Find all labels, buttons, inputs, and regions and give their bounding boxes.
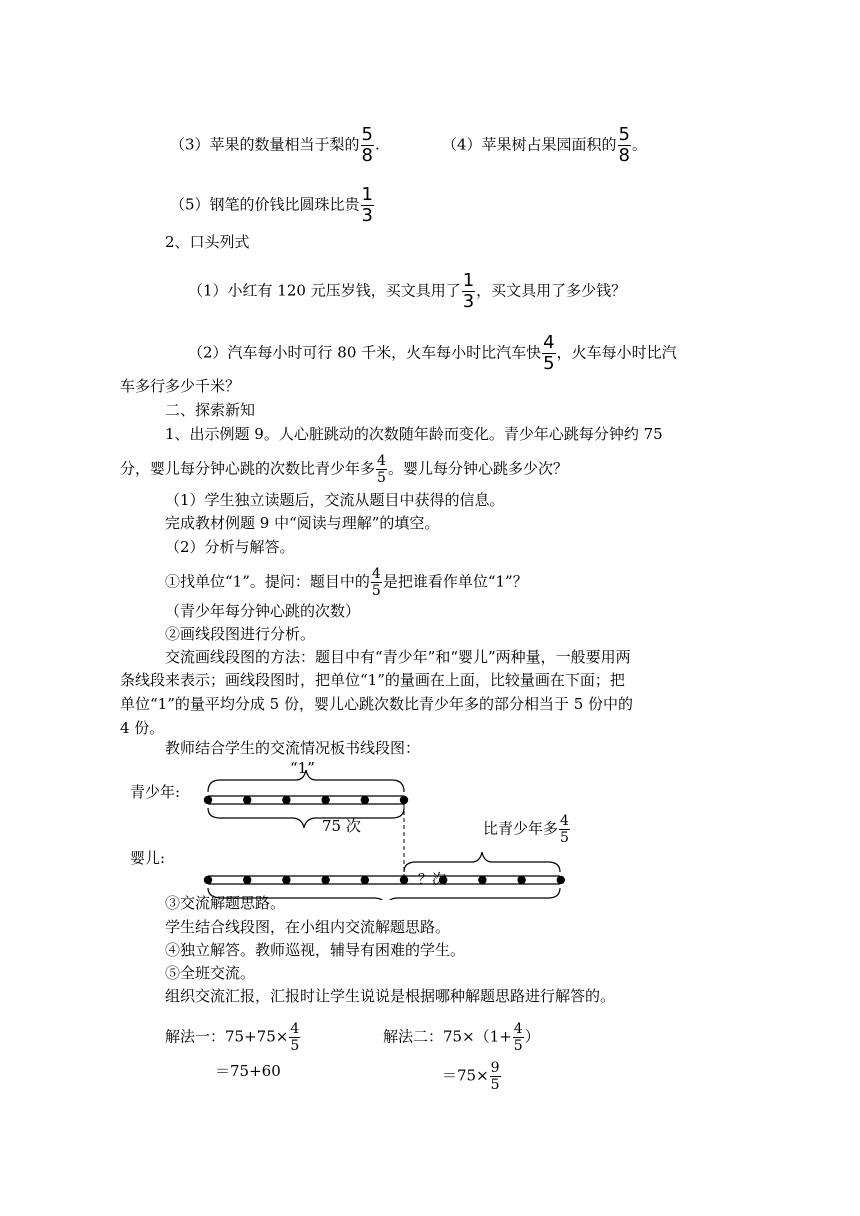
teen-segment-dot [321,796,329,804]
solution-1-text: 解法一：75+75× [165,1027,289,1046]
fraction-5-8: $\frac{5}{8}$ [618,124,630,166]
fraction-5-8: $\frac{5}{8}$ [361,124,373,166]
label-unit-1: “1” [290,759,315,777]
label-75: 75 次 [322,817,361,835]
label-baby: 婴儿: [130,849,166,867]
teen-segment-dot [243,796,251,804]
oral-q2-text: （2）汽车每小时可行 80 千米，火车每小时比汽车快 [188,343,542,362]
baby-segment-dot [204,876,212,884]
example-9-line1: 1、出示例题 9。人心脏跳动的次数随年龄而变化。青少年心跳每分钟约 75 [165,425,663,443]
solution-1 [165,1022,301,1053]
baby-dots [204,876,565,884]
oral-q2-end: ，火车每小时比汽 [556,343,677,362]
fraction-4-5: $\frac{4}{5}$ [290,1021,300,1054]
oral-q1-text: （1）小红有 120 元压岁钱，买文具用了 [188,281,461,300]
method-line2: 条线段来表示；画线段图时，把单位“1”的量画在上面，比较量画在下面；把 [120,671,625,689]
baby-segment-dot [478,876,486,884]
baby-segment-dot [557,876,565,884]
baby-segment-dot [282,876,290,884]
fraction-1-3: $\frac{1}{3}$ [361,184,373,226]
section-explore: 二、探索新知 [165,401,256,419]
label-teen: 青少年: [130,783,181,801]
solution-2-step-text: ＝75× [442,1066,489,1085]
board-intro: 教师结合学生的交流情况板书线段图： [165,739,421,757]
oral-question-2-cont: 车多行多少千米？ [120,377,241,395]
teen-dots [204,796,408,804]
teen-75-brace [208,808,404,828]
teen-segment-dot [400,796,408,804]
baby-segment-dot [517,876,525,884]
item-4-end: 。 [632,135,648,154]
label-more-text: 比青少年多 [483,819,559,838]
section-oral: 2、口头列式 [165,233,250,251]
step-3: ③交流解题思路。 [165,894,286,912]
find-unit-end: 是把谁看作单位“1”？ [382,572,528,591]
item-3-end: . [375,135,380,154]
item-3-text: （3）苹果的数量相当于梨的 [170,135,360,154]
example-9-end: 。婴儿每分钟心跳多少次？ [387,459,568,478]
step-2: （2）分析与解答。 [165,538,295,556]
teen-segment-dot [204,796,212,804]
fraction-4-5: $\frac{4}{5}$ [371,566,381,599]
baby-segment-dot [321,876,329,884]
solution-1-step: ＝75+60 [215,1062,281,1080]
label-more [483,814,571,845]
teen-segment-dot [282,796,290,804]
item-4-text: （4）苹果树占果园面积的 [442,135,617,154]
solution-2-end: ） [524,1027,540,1046]
find-unit-text: ①找单位“1”。提问：题目中的 [165,572,370,591]
item-5-text: （5）钢笔的价钱比圆珠比贵 [170,195,360,214]
draw-diagram: ②画线段图进行分析。 [165,625,316,643]
oral-q1-end: ，买文具用了多少钱？ [476,281,627,300]
teen-segment-dot [361,796,369,804]
step-4: ④独立解答。教师巡视，辅导有困难的学生。 [165,941,466,959]
method-line1: 交流画线段图的方法：题目中有“青少年”和“婴儿”两种量，一般要用两 [165,648,631,666]
fraction-4-5: $\frac{4}{5}$ [560,813,569,846]
method-line4: 4 份。 [120,719,165,737]
step-1: （1）学生独立读题后，交流从题目中获得的信息。 [165,491,505,509]
fraction-4-5: $\frac{4}{5}$ [513,1021,523,1054]
solution-2-step [442,1061,502,1092]
step-3b: 学生结合线段图，在小组内交流解题思路。 [165,918,451,936]
step-5: ⑤全班交流。 [165,964,256,982]
solution-2 [383,1022,540,1053]
solution-2-text: 解法二：75×（1+ [383,1027,512,1046]
step-5b: 组织交流汇报，汇报时让学生说说是根据哪种解题思路进行解答的。 [165,987,616,1005]
extra-brace [404,852,560,872]
example-9-text: 分，婴儿每分钟心跳的次数比青少年多 [120,459,376,478]
find-unit-answer: （青少年每分钟心跳的次数） [165,602,361,620]
label-question: ？次 [418,872,446,888]
fraction-4-5: $\frac{4}{5}$ [543,332,555,374]
baby-segment-dot [400,876,408,884]
step-1b: 完成教材例题 9 中“阅读与理解”的填空。 [165,514,440,532]
baby-segment-dot [361,876,369,884]
fraction-4-5: $\frac{4}{5}$ [377,453,386,486]
method-line3: 单位“1”的量平均分成 5 份，婴儿心跳次数比青少年多的部分相当于 5 份中的 [120,695,634,713]
fraction-1-3: $\frac{1}{3}$ [462,270,475,312]
baby-segment-dot [243,876,251,884]
fraction-9-5: $\frac{9}{5}$ [490,1060,500,1093]
